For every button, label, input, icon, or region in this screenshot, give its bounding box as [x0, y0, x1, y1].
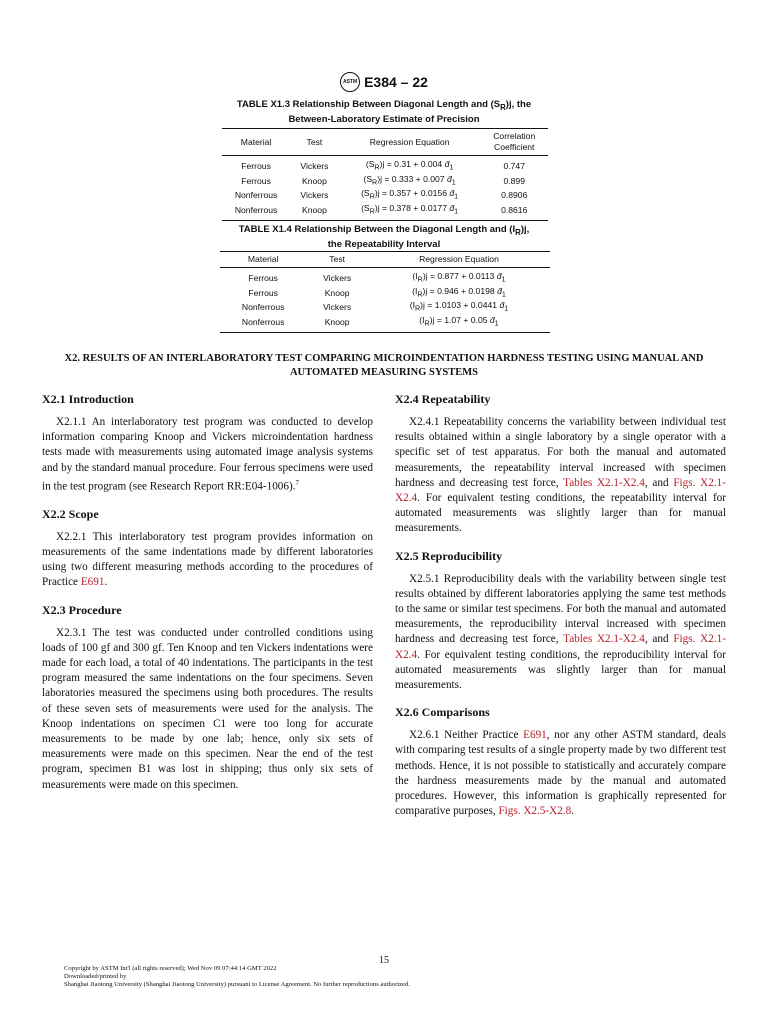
left-column — [42, 392, 373, 805]
heading-introduction: X2.1 Introduction — [42, 392, 134, 406]
col-header-test: Test — [329, 254, 346, 264]
right-column — [395, 392, 726, 831]
col-header-equation: Regression Equation — [419, 254, 499, 264]
heading-repeatability: X2.4 Repeatability — [395, 392, 491, 406]
cell-material: Nonferrous — [241, 317, 285, 328]
table-row — [222, 188, 548, 203]
heading-reproducibility: X2.5 Reproducibility — [395, 548, 503, 563]
cell-coefficient: 0.8906 — [501, 190, 528, 201]
table-row — [220, 300, 550, 315]
heading-scope: X2.2 Scope — [42, 506, 99, 521]
table-x14 — [220, 251, 550, 333]
cell-material: Nonferrous — [234, 205, 278, 216]
link-tables-x21-x24[interactable]: Tables X2.1-X2.4 — [563, 633, 645, 646]
standard-designation: E384 – 22 — [364, 74, 428, 90]
table-x13-caption: TABLE X1.3 Relationship Between Diagonal Length and $(S_R)j$, the Between-Laboratory Estimate of Precision — [236, 99, 532, 126]
cell-test: Vickers — [323, 272, 352, 283]
link-figs-x25-x28[interactable]: Figs. X2.5-X2.8 — [498, 805, 572, 818]
cell-material: Ferrous — [241, 160, 271, 171]
footnote-ref: 7 — [295, 478, 300, 487]
page-header — [0, 72, 768, 92]
paragraph-scope: X2.2.1 This interlaboratory test program provides information on measurements of the same indentations made by different laboratories using two different measuring methods according to the procedures of Practice E691. — [42, 530, 373, 589]
link-e691[interactable]: E691 — [523, 729, 547, 742]
cell-coefficient: 0.747 — [503, 160, 525, 171]
cell-test: Knoop — [324, 287, 350, 298]
col-header-material: Material — [247, 254, 279, 264]
heading-procedure: X2.3 Procedure — [42, 602, 122, 617]
cell-test: Knoop — [302, 205, 327, 216]
cell-coefficient: 0.8616 — [501, 205, 528, 216]
heading-comparisons: X2.6 Comparisons — [395, 705, 490, 720]
paragraph-procedure: X2.3.1 The test was conducted under controlled conditions using loads of 100 gf and 300 gf. Ten Knoop and ten Vickers indentations were made for each load, a total of 40 indentations. The participants in the test program measured the same indentations on the four specimens. Seven laboratories measured the specimens using both procedures. The results of these seven sets of measurements were used for the analysis. The Knoop indentations on specimen C1 were too long for accurate measurements to be made by one lab; hence, only six sets of measurements were made on this specimen. Near the end of the test program, specimen B1 was lost in shipping; thus only six sets of measurements were made on this specimen. — [42, 626, 373, 791]
cell-equation: $(S_R)j = 0.31 + 0.004$ $d̄_1$ — [365, 159, 454, 172]
cell-equation: $(S_R)j = 0.378 + 0.0177$ $d̄_1$ — [361, 203, 459, 216]
cell-equation: $(I_R)j = 1.0103 + 0.0441$ $d̄_1$ — [409, 300, 509, 314]
cell-test: Vickers — [323, 302, 352, 313]
paragraph-reproducibility: X2.5.1 Reproducibility deals with the variability between single test results obtained by different laboratories applying the same test methods to the same or similar test specimens. For both the manual and automated measurements, the reproducibility interval increased with specimen hardness and decreasing test force, Tables X2.1-X2.4, and Figs. X2.1-X2.4. For equivalent testing conditions, the reproducibility interval for automated measurements was slightly larger than for manual measurements. — [395, 572, 726, 692]
table-header-row — [222, 129, 548, 156]
cell-test: Knoop — [324, 317, 350, 328]
col-header-coefficient: Correlation Coefficient — [493, 131, 536, 152]
table-x13 — [222, 128, 548, 221]
table-row — [222, 156, 548, 174]
link-figs-x21-x24[interactable]: Figs. X2.1-X2.4 — [395, 476, 726, 505]
cell-test: Vickers — [300, 190, 329, 201]
copyright-footer: Copyright by ASTM Int'l (all rights reserved); Wed Nov 09 07:44:14 GMT 2022 Downloaded/printed by Shanghai Jiaotong University (Shanghai Jiaotong University) pursuant to License Agreement. No further reproductions authorized. — [64, 965, 410, 988]
cell-material: Ferrous — [248, 272, 278, 283]
col-header-material: Material — [240, 136, 272, 147]
cell-material: Ferrous — [241, 175, 271, 186]
cell-equation: $(I_R)j = 0.946 + 0.0198$ $d̄_1$ — [412, 285, 506, 299]
table-row — [222, 174, 548, 189]
cell-material: Nonferrous — [241, 302, 285, 313]
table-x14-caption: TABLE X1.4 Relationship Between the Diagonal Length and $(I_R)j$, the Repeatability Interval — [238, 224, 530, 251]
page-number: 15 — [379, 955, 389, 966]
link-figs-x21-x24[interactable]: Figs. X2.1-X2.4 — [395, 633, 726, 661]
paragraph-comparisons: X2.6.1 Neither Practice E691, nor any other ASTM standard, deals with comparing test results of a single property made by two different test methods. Hence, it is not possible to statistically and accurately compare the hardness measurements made by the manual and automated procedures. However, this information is graphically represented for comparative purposes, Figs. X2.5-X2.8. — [395, 729, 727, 818]
section-title: X2. RESULTS OF AN INTERLABORATORY TEST COMPARING MICROINDENTATION HARDNESS TESTING USING MANUAL AND AUTOMATED MEASURING SYSTEMS — [64, 353, 704, 378]
col-header-equation: Regression Equation — [369, 136, 450, 147]
table-row — [220, 286, 550, 301]
cell-material: Nonferrous — [234, 190, 278, 201]
paragraph-repeatability: X2.4.1 Repeatability concerns the variability between individual test results obtained within a single laboratory by a single operator with a specific set of test apparatus. For both the manual and automated measurements, the repeatability interval increased with specimen hardness and decreasing test force, Tables X2.1-X2.4, and Figs. X2.1-X2.4. For equivalent testing conditions, the repeatability interval for automated measurements was slightly larger than for manual measurements. — [395, 416, 726, 535]
cell-equation: $(S_R)j = 0.333 + 0.007$ $d̄_1$ — [363, 173, 456, 187]
paragraph-introduction: X2.1.1 An interlaboratory test program was conducted to develop information comparing Knoop and Vickers microindentation hardness tests made with measurements using automated image analysis systems and by the standard manual procedure. Four ferrous specimens were used in the test program (see Research Report RR:E04-1006).$^7$ — [42, 416, 373, 493]
astm-logo-icon: ASTM — [340, 72, 360, 92]
cell-equation: $(S_R)j = 0.357 + 0.0156$ $d̄_1$ — [361, 188, 459, 202]
table-row — [220, 315, 550, 332]
cell-equation: $(I_R)j = 0.877 + 0.0113$ $d̄_1$ — [412, 271, 506, 284]
cell-test: Vickers — [300, 160, 329, 171]
cell-equation: $(I_R)j = 1.07 + 0.05$ $d̄_1$ — [419, 315, 499, 328]
cell-material: Ferrous — [248, 287, 278, 298]
table-row — [220, 268, 550, 286]
cell-coefficient: 0.899 — [503, 175, 525, 186]
link-e691[interactable]: E691 — [80, 576, 105, 589]
table-header-row — [220, 252, 550, 268]
cell-test: Knoop — [302, 175, 327, 186]
col-header-test: Test — [306, 136, 323, 147]
link-tables-x21-x24[interactable]: Tables X2.1-X2.4 — [563, 476, 645, 489]
table-row — [222, 203, 548, 220]
